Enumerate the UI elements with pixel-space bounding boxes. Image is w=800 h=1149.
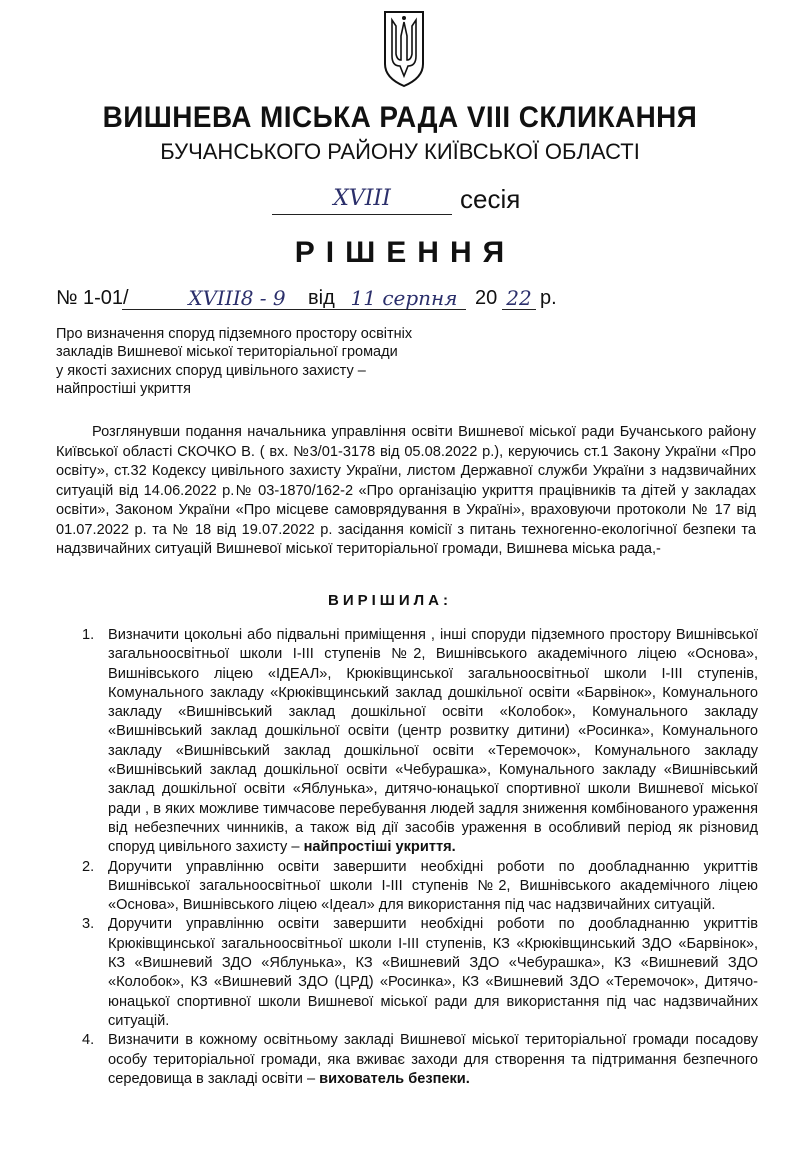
subject-line: найпростіші укриття <box>56 380 192 397</box>
item-number: 1. <box>82 627 95 643</box>
year-prefix: 20 <box>475 287 498 309</box>
session-label: сесія <box>460 184 521 214</box>
decision-date: 11 серпня <box>342 285 466 310</box>
resolution-items <box>82 626 758 1089</box>
subject-line: закладів Вишневої міської територіальної громади <box>56 344 398 361</box>
date-from-label: від <box>308 287 335 309</box>
trident-emblem-icon <box>381 8 427 88</box>
item-number: 2. <box>82 858 95 875</box>
preamble-paragraph: Розглянувши подання начальника управління освіти Вишневої міської ради Бучанського району Київської області СКОЧКО В. ( вх. №3/01-3178 від 05.08.2022 р.), керуючись ст.1 Закону України «Про освіту», ст.32 Кодексу цивільного захисту України, листом Державної служби України з надзвичайних ситуацій від 14.06.2022 р.№ 03-1870/162-2 «Про організацію укриття працівників та дітей у закладах освіти», Законом України «Про місцеве самоврядування в Україні», враховуючи протоколи № 17 від 01.07.2022 р. та № 18 від 19.07.2022 р. засідання комісії з питань техногенно-екологічної безпеки та надзвичайних ситуацій Вишневої міської територіальної громади, Вишнева міська рада,- <box>56 424 756 557</box>
item-text: Доручити управлінню освіти завершити необхідні роботи по дообладнанню укриттів Крюківщинської загальноосвітньої школи І-ІІІ ступенів, КЗ «Крюківщинський ЗДО «Барвінок», КЗ «Вишневий ЗДО «Яблунька», КЗ «Вишневий ЗДО «Чебурашка», КЗ «Вишневий ЗДО «Колобок», КЗ «Вишневий ЗДО (ЦРД) «Росинка», КЗ «Вишневий ЗДО «Теремочок», Дитячо-юнацької спортивної школи Вишневої міської ради для використання під час надзвичайних ситуацій. <box>108 916 758 1029</box>
decision-number-line <box>56 285 616 313</box>
list-item <box>82 626 758 858</box>
list-item <box>82 1031 758 1089</box>
item-bold-text: вихователь безпеки. <box>319 1070 470 1087</box>
district-name: БУЧАНСЬКОГО РАЙОНУ КИЇВСЬКОЇ ОБЛАСТІ <box>160 139 640 164</box>
subject-line: у якості захисних споруд цивільного захисту – <box>56 362 366 379</box>
council-name: ВИШНЕВА МІСЬКА РАДА VIII СКЛИКАННЯ <box>102 101 698 134</box>
number-prefix: № 1-01/ <box>56 287 129 309</box>
year-suffix: р. <box>540 287 557 309</box>
list-item <box>82 915 758 1031</box>
document-title: РІШЕННЯ <box>294 236 516 269</box>
item-text: Визначити в кожному освітньому закладі Вишневої міської територіальної громади посадову особу територіальної громади, яка вживає заходи для створення та підтримання безпечного середовища в закладі освіти – <box>108 1032 758 1087</box>
decision-number: XVIII8 - 9 <box>122 285 352 310</box>
session-line <box>272 184 572 218</box>
decision-subject <box>56 325 436 398</box>
decision-year: 22 <box>502 285 536 310</box>
item-bold-text: найпростіші укриття. <box>303 839 456 856</box>
item-number: 3. <box>82 916 95 933</box>
item-text: Доручити управлінню освіти завершити необхідні роботи по дообладнанню укриттів Вишнівської загальноосвітньої школи І-ІІІ ступенів №2, Вишнівського академічного ліцею «Основа», Вишнівського ліцею «Ідеал» для використання під час надзвичайних ситуацій. <box>108 858 758 914</box>
item-number: 4. <box>82 1032 95 1049</box>
item-text: Визначити цокольні або підвальні приміщення , інші споруди підземного простору Вишнівської загальноосвітньої школи І-ІІІ ступенів №2, Вишнівського академічного ліцею «Основа», Вишнівського ліцею «ІДЕАЛ», Крюківщинської загальноосвітньої школи І-ІІІ ступенів, Комунального закладу «Крюківщинський заклад дошкільної освіти «Барвінок», Комунального закладу «Вишнівський заклад дошкільної освіти «Колобок», Комунального закладу «Вишнівський заклад дошкільної освіти (центр розвитку дитини) «Росинка», Комунального закладу «Вишнівський заклад дошкільної освіти «Теремочок», Комунального закладу «Вишнівський заклад дошкільної освіти «Чебурашка», Комунального закладу «Вишнівський заклад дошкільної освіти «Яблунька», дитячо-юнацької спортивної школи Вишневої міської ради , в яких можливе тимчасове перебування людей задля зниження комбінованого ураження від небезпечних чинників, а також від дії засобів ураження в особливий період як різновид споруд цивільного захисту – <box>108 627 758 856</box>
list-item <box>82 858 758 916</box>
subject-line: Про визначення споруд підземного простору освітніх <box>56 326 413 342</box>
session-number: XVIII <box>272 184 452 215</box>
resolved-heading: ВИРІШИЛА: <box>328 592 452 609</box>
